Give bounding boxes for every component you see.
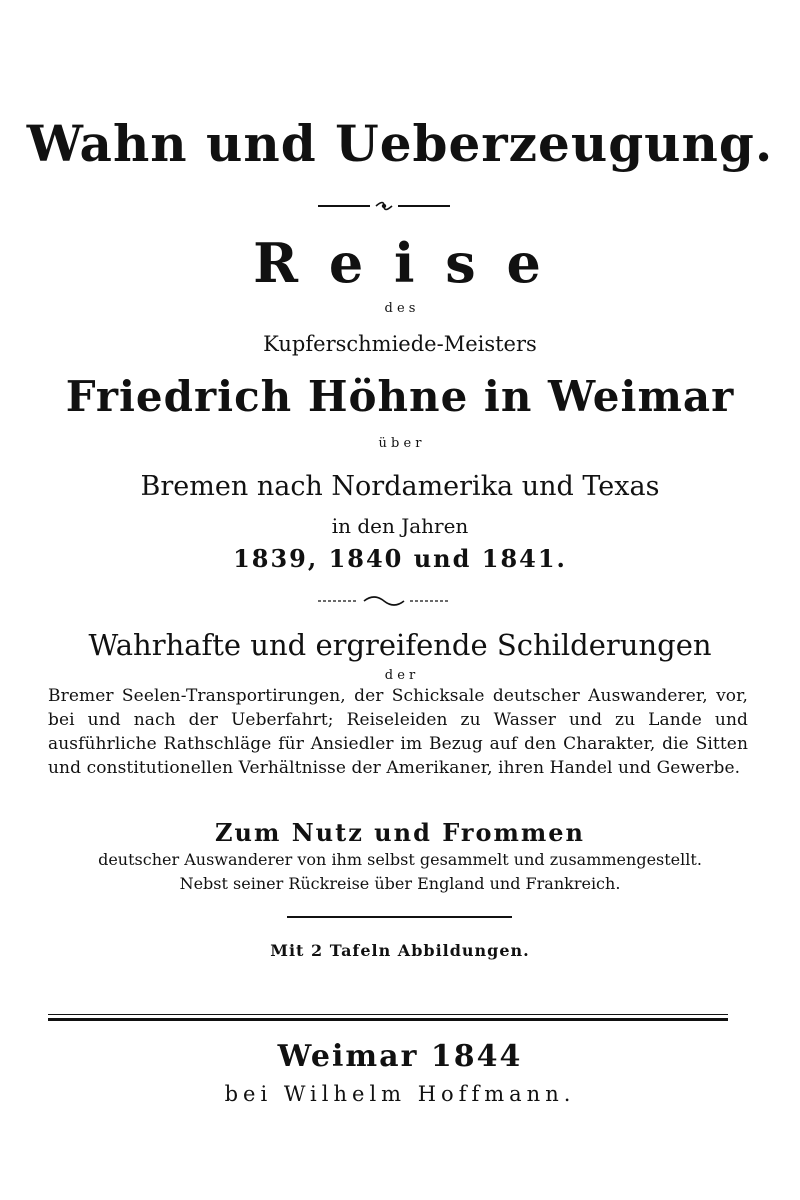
imprint-place: Weimar 1844	[277, 1039, 523, 1074]
in-den-jahren: in den Jahren	[331, 514, 469, 538]
book-title: Wahn und Ueberzeugung.	[26, 114, 774, 173]
publisher-line: bei Wilhelm Hoffmann.	[224, 1082, 576, 1106]
description-paragraph: Bremer Seelen-Transportirungen, der Schicksale deutscher Auswanderer, vor, bei und nach der Ueberfahrt; Reiseleiden zu Wasser und zu Lande und ausführliche Rathschläge für Ansiedler im Bezug auf den Charakter, die Sitten und constitutionellen Verhältnisse der Amerikaner, ihren Handel und Gewerbe.	[48, 686, 748, 778]
ornament-rule-middle	[318, 593, 450, 609]
kupferschmiede-line: Kupferschmiede-Meisters	[263, 332, 537, 356]
subtitle: Wahrhafte und ergreifende Schilderungen	[88, 628, 712, 662]
plates-line: Mit 2 Tafeln Abbildungen.	[270, 941, 530, 960]
route-line: Bremen nach Nordamerika und Texas	[140, 471, 660, 502]
divider-thick	[48, 1018, 728, 1021]
dedication-line-1: deutscher Auswanderer von ihm selbst gesammelt und zusammengestellt.	[98, 850, 702, 869]
divider-short	[287, 916, 512, 918]
ueber-label: ü b e r	[378, 436, 422, 451]
author-line: Friedrich Höhne in Weimar	[65, 372, 735, 421]
der-label: d e r	[384, 668, 416, 683]
ornament-rule-top	[318, 197, 450, 215]
years-line: 1839, 1840 und 1841.	[233, 544, 567, 573]
zum-nutz-line: Zum Nutz und Frommen	[215, 818, 585, 847]
des-label: d e s	[384, 301, 416, 316]
divider-thin	[48, 1014, 728, 1015]
reise-heading: R e i s e	[253, 231, 547, 295]
dedication-line-2: Nebst seiner Rückreise über England und Frankreich.	[179, 874, 621, 893]
